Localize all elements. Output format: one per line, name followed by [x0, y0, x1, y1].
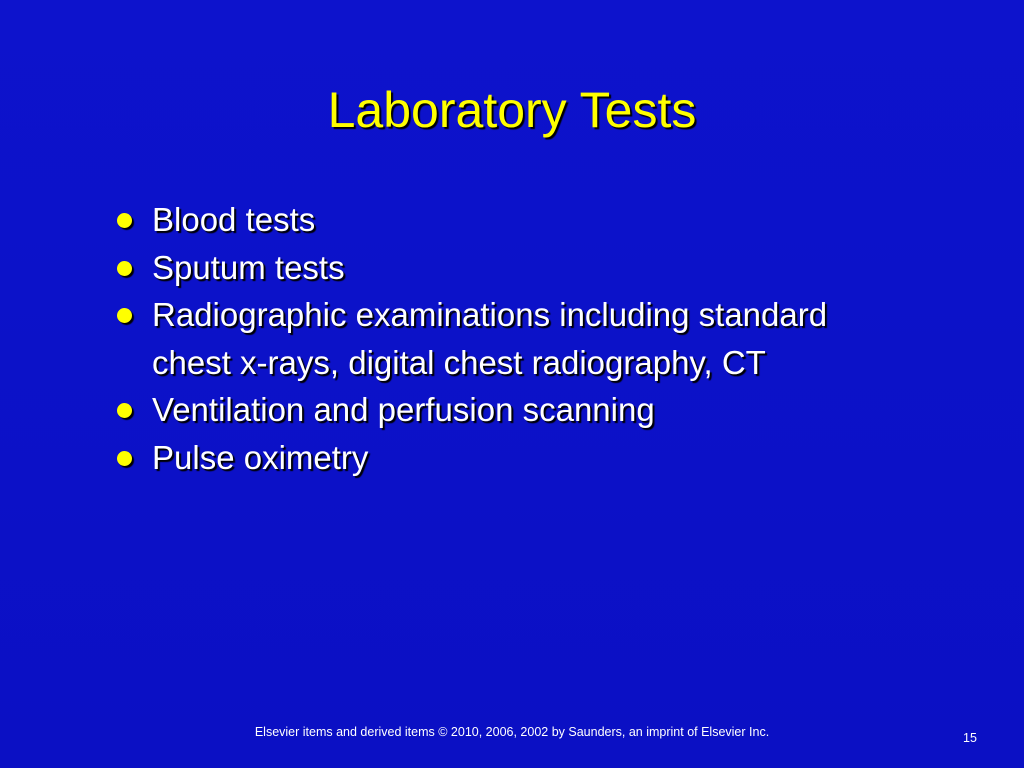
bullet-dot-icon	[117, 213, 132, 228]
bullet-text: Pulse oximetry	[152, 438, 369, 476]
bullet-item	[110, 386, 870, 434]
copyright-footer: Elsevier items and derived items © 2010, 2006, 2002 by Saunders, an imprint of Elsevier Inc.	[254, 725, 770, 739]
bullet-item	[110, 291, 870, 386]
page-number: 15	[963, 731, 977, 745]
bullet-dot-icon	[117, 403, 132, 418]
bullet-item	[110, 434, 870, 482]
bullet-text: Sputum tests	[152, 248, 345, 286]
bullet-dot-icon	[117, 261, 132, 276]
slide-title: Laboratory Tests	[327, 82, 697, 138]
bullet-item	[110, 244, 870, 292]
bullet-dot-icon	[117, 308, 132, 323]
bullet-dot-icon	[117, 451, 132, 466]
bullet-item	[110, 196, 870, 244]
bullet-text: Blood tests	[152, 201, 316, 238]
bullet-text: Ventilation and perfusion scanning	[152, 391, 655, 428]
bullet-list	[110, 196, 870, 481]
bullet-text: Radiographic examinations including standard chest x-rays, digital chest radiography, CT	[152, 296, 828, 381]
